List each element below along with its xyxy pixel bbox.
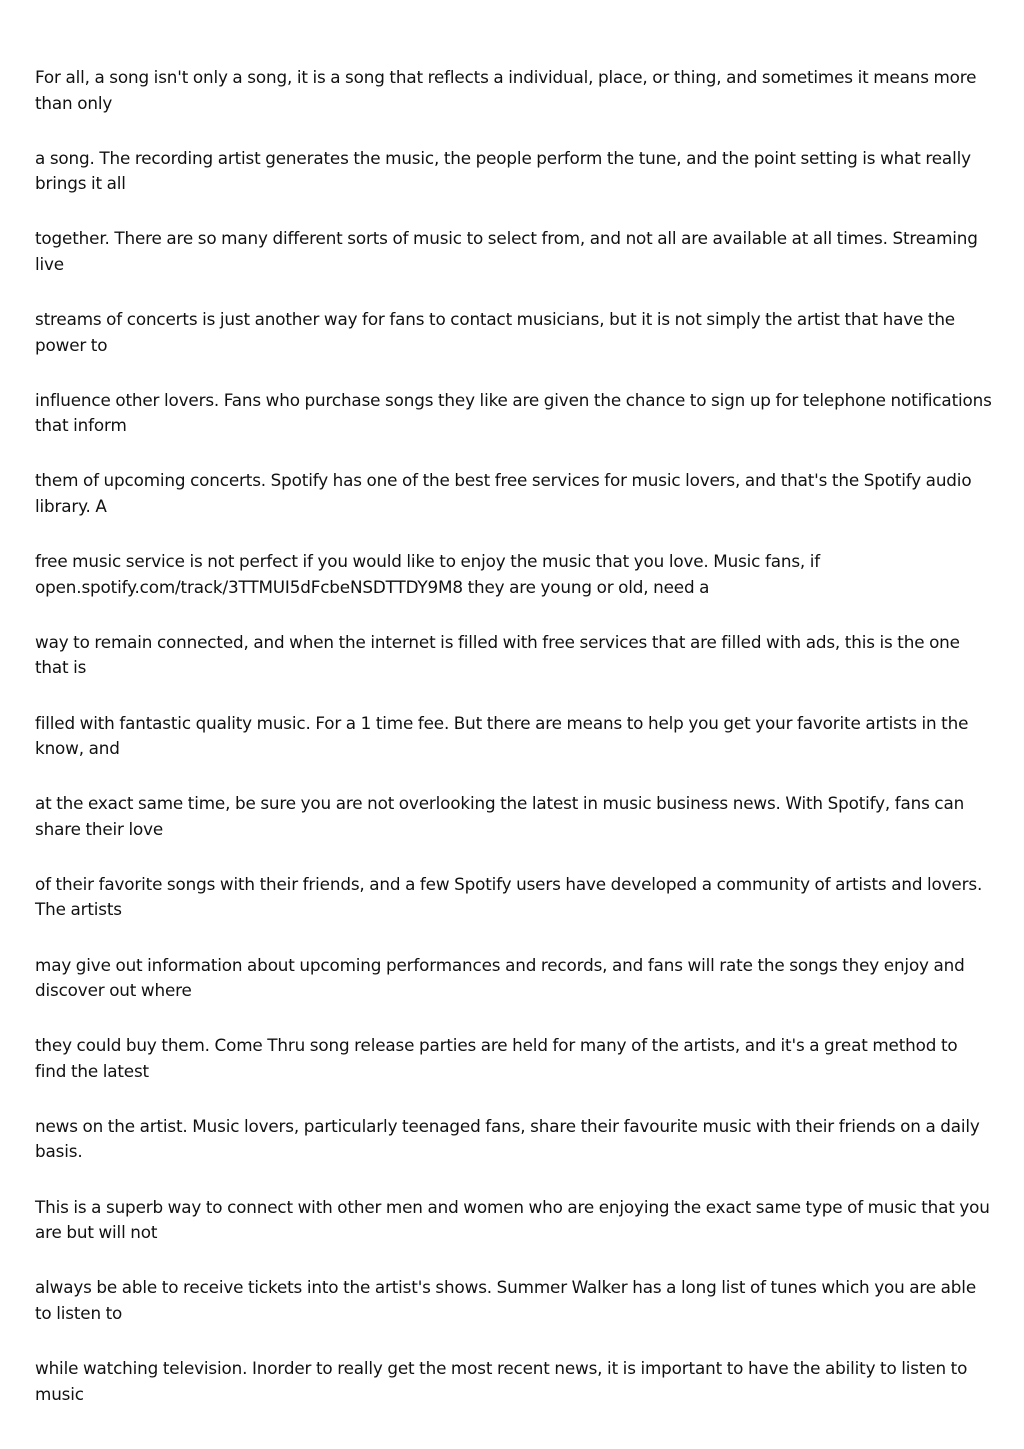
paragraph: free music service is not perfect if you would like to enjoy the music that you love. Music fans, if open.spotify.com/track/3TTMUI5dFcbeNSDTTDY9M8 they are young or old, need a <box>35 551 821 597</box>
paragraph: of their favorite songs with their friends, and a few Spotify users have developed a community of artists and lovers. The artists <box>35 873 983 920</box>
paragraph: streams of concerts is just another way for fans to contact musicians, but it is not simply the artist that have the power to <box>35 309 955 355</box>
paragraph: while watching television. Inorder to really get the most recent news, it is important to have the ability to listen to music <box>35 1358 968 1404</box>
paragraph: way to remain connected, and when the internet is filled with free services that are filled with ads, this is the one that is <box>35 631 960 678</box>
paragraph: influence other lovers. Fans who purchase songs they like are given the chance to sign up for telephone notifications that inform <box>35 389 992 436</box>
paragraph: may give out information about upcoming performances and records, and fans will rate the songs they enjoy and discover out where <box>35 954 965 1001</box>
paragraph: they could buy them. Come Thru song release parties are held for many of the artists, and it's a great method to find the latest <box>35 1035 958 1081</box>
paragraph: For all, a song isn't only a song, it is a song that reflects a individual, place, or thing, and sometimes it means more than only <box>35 67 977 113</box>
paragraph: at the exact same time, be sure you are not overlooking the latest in music business news. With Spotify, fans can share their love <box>35 793 965 839</box>
paragraph: them of upcoming concerts. Spotify has one of the best free services for music lovers, and that's the Spotify audio library. A <box>35 470 972 516</box>
paragraph: This is a superb way to connect with other men and women who are enjoying the exact same type of music that you are but will not <box>35 1196 990 1243</box>
paragraph: together. There are so many different sorts of music to select from, and not all are available at all times. Streaming live <box>35 228 978 274</box>
paragraph: news on the artist. Music lovers, particularly teenaged fans, share their favourite music with their friends on a daily basis. <box>35 1115 980 1162</box>
paragraph: a song. The recording artist generates the music, the people perform the tune, and the point setting is what really brings it all <box>35 147 971 194</box>
document-body <box>35 65 993 1437</box>
paragraph: filled with fantastic quality music. For a 1 time fee. But there are means to help you get your favorite artists in the know, and <box>35 712 969 758</box>
paragraph: always be able to receive tickets into the artist's shows. Summer Walker has a long list of tunes which you are able to listen to <box>35 1277 976 1323</box>
